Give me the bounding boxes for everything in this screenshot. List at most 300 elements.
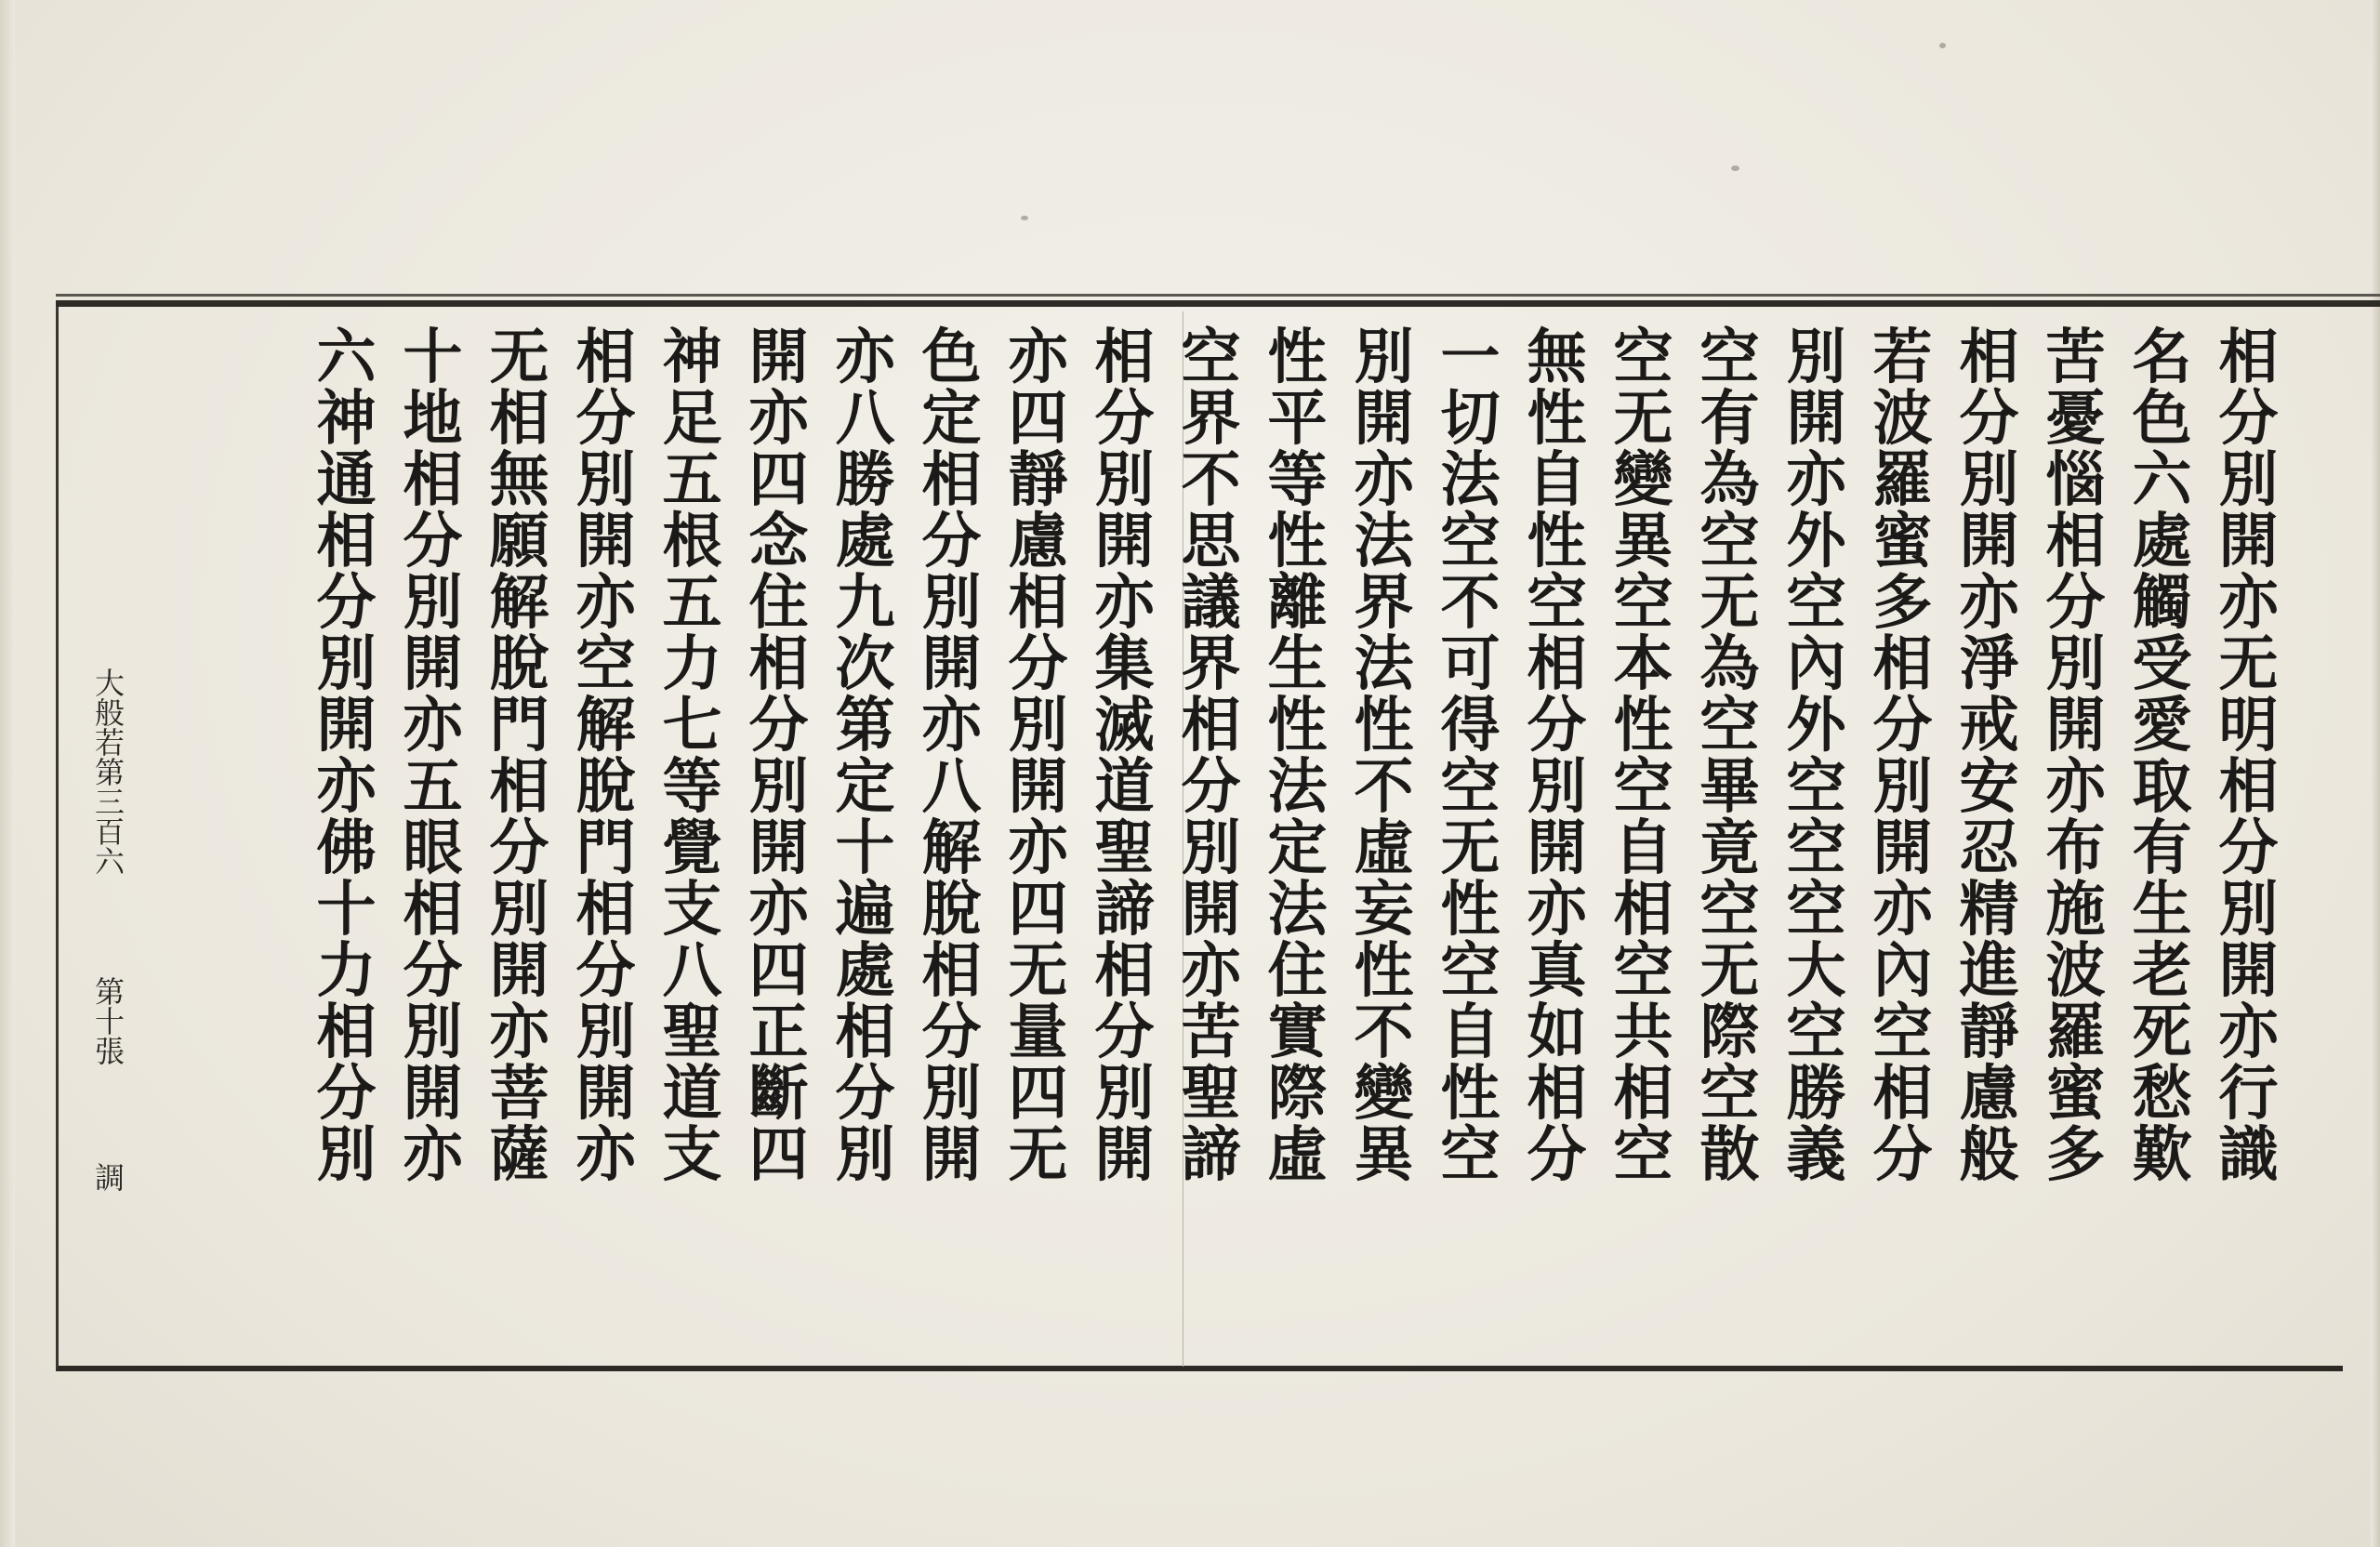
glyph: 如 — [1527, 998, 1587, 1067]
glyph: 七 — [662, 691, 722, 760]
glyph: 相 — [1613, 1059, 1673, 1129]
glyph: 不 — [1181, 445, 1241, 515]
glyph: 可 — [1440, 629, 1501, 699]
glyph: 為 — [1699, 629, 1760, 699]
glyph: 竟 — [1699, 813, 1760, 883]
ink-speck — [1731, 165, 1739, 171]
glyph: 相 — [1094, 936, 1155, 1006]
glyph: 神 — [662, 323, 722, 392]
glyph: 外 — [1786, 691, 1846, 760]
glyph: 別 — [1786, 323, 1846, 392]
text-column — [735, 323, 822, 1368]
glyph: 開 — [2045, 691, 2106, 760]
margin-page-number: 第十張 — [90, 976, 126, 1065]
glyph: 四 — [748, 1120, 809, 1190]
glyph: 空 — [1440, 752, 1501, 822]
glyph: 性 — [1267, 323, 1328, 392]
glyph: 處 — [835, 507, 895, 576]
glyph: 亦 — [403, 691, 463, 760]
text-columns — [303, 323, 2292, 1368]
glyph: 空 — [1699, 875, 1760, 945]
glyph: 生 — [2132, 875, 2192, 945]
glyph: 念 — [748, 507, 809, 576]
glyph: 空 — [1440, 507, 1501, 576]
glyph: 相 — [1613, 875, 1673, 945]
glyph: 別 — [921, 568, 982, 638]
glyph: 空 — [1699, 1059, 1760, 1129]
glyph: 若 — [1872, 323, 1933, 392]
glyph: 大 — [1786, 936, 1846, 1006]
glyph: 勝 — [835, 445, 895, 515]
glyph: 空 — [1786, 998, 1846, 1067]
glyph: 空 — [1786, 568, 1846, 638]
glyph: 波 — [1872, 384, 1933, 454]
glyph: 際 — [1699, 998, 1760, 1067]
glyph: 亦 — [1008, 323, 1068, 392]
glyph: 四 — [748, 936, 809, 1006]
glyph: 亦 — [1354, 445, 1414, 515]
glyph: 行 — [2218, 1059, 2279, 1129]
glyph: 別 — [2218, 875, 2279, 945]
glyph: 靜 — [1959, 998, 2019, 1067]
glyph: 異 — [1354, 1120, 1414, 1190]
glyph: 空 — [1699, 691, 1760, 760]
text-column — [1946, 323, 2032, 1368]
glyph: 明 — [2218, 691, 2279, 760]
glyph: 異 — [1613, 507, 1673, 576]
glyph: 處 — [2132, 507, 2192, 576]
glyph: 八 — [835, 384, 895, 454]
glyph: 住 — [748, 568, 809, 638]
glyph: 外 — [1786, 507, 1846, 576]
glyph: 願 — [489, 507, 549, 576]
glyph: 別 — [403, 568, 463, 638]
glyph: 開 — [403, 629, 463, 699]
glyph: 內 — [1872, 936, 1933, 1006]
glyph: 法 — [1267, 875, 1328, 945]
glyph: 開 — [403, 1059, 463, 1129]
glyph: 相 — [748, 629, 809, 699]
glyph: 惱 — [2045, 445, 2106, 515]
glyph: 性 — [1267, 691, 1328, 760]
glyph: 安 — [1959, 752, 2019, 822]
text-column — [649, 323, 735, 1368]
glyph: 不 — [1354, 752, 1414, 822]
glyph: 分 — [2218, 384, 2279, 454]
glyph: 切 — [1440, 384, 1501, 454]
glyph: 實 — [1267, 998, 1328, 1067]
glyph: 亦 — [1527, 875, 1587, 945]
glyph: 分 — [403, 507, 463, 576]
glyph: 亦 — [835, 323, 895, 392]
glyph: 空 — [575, 629, 636, 699]
glyph: 六 — [2132, 445, 2192, 515]
glyph: 不 — [1354, 998, 1414, 1067]
glyph: 畢 — [1699, 752, 1760, 822]
glyph: 開 — [1094, 1120, 1155, 1190]
glyph: 老 — [2132, 936, 2192, 1006]
glyph: 開 — [921, 1120, 982, 1190]
glyph: 相 — [1872, 1059, 1933, 1129]
glyph: 通 — [316, 445, 377, 515]
glyph: 亦 — [2045, 752, 2106, 822]
glyph: 開 — [1959, 507, 2019, 576]
glyph: 四 — [1008, 384, 1068, 454]
glyph: 脫 — [921, 875, 982, 945]
glyph: 思 — [1181, 507, 1241, 576]
glyph: 開 — [2218, 507, 2279, 576]
glyph: 分 — [575, 936, 636, 1006]
glyph: 聖 — [1094, 813, 1155, 883]
glyph: 別 — [1527, 752, 1587, 822]
glyph: 法 — [1354, 629, 1414, 699]
glyph: 開 — [575, 507, 636, 576]
glyph: 无 — [1613, 384, 1673, 454]
glyph: 羅 — [2045, 998, 2106, 1067]
glyph: 无 — [1008, 1120, 1068, 1190]
glyph: 門 — [489, 691, 549, 760]
glyph: 界 — [1354, 568, 1414, 638]
glyph: 分 — [748, 691, 809, 760]
glyph: 相 — [403, 445, 463, 515]
glyph: 量 — [1008, 998, 1068, 1067]
glyph: 相 — [575, 323, 636, 392]
glyph: 定 — [921, 384, 982, 454]
glyph: 性 — [1527, 384, 1587, 454]
text-column — [1168, 323, 1254, 1368]
glyph: 五 — [403, 752, 463, 822]
glyph: 不 — [1440, 568, 1501, 638]
glyph: 分 — [575, 384, 636, 454]
glyph: 相 — [921, 445, 982, 515]
glyph: 无 — [1699, 568, 1760, 638]
glyph: 蜜 — [2045, 1059, 2106, 1129]
glyph: 亦 — [1094, 568, 1155, 638]
glyph: 生 — [1267, 629, 1328, 699]
text-column — [562, 323, 649, 1368]
glyph: 八 — [921, 752, 982, 822]
glyph: 亦 — [575, 1120, 636, 1190]
glyph: 亦 — [1786, 445, 1846, 515]
margin-title: 大般若第三百六 — [90, 668, 126, 876]
glyph: 相 — [1181, 691, 1241, 760]
glyph: 次 — [835, 629, 895, 699]
glyph: 分 — [316, 1059, 377, 1129]
glyph: 空 — [1699, 507, 1760, 576]
glyph: 道 — [662, 1059, 722, 1129]
glyph: 開 — [1354, 384, 1414, 454]
glyph: 際 — [1267, 1059, 1328, 1129]
glyph: 空 — [1786, 813, 1846, 883]
glyph: 空 — [1181, 323, 1241, 392]
glyph: 別 — [1354, 323, 1414, 392]
glyph: 無 — [489, 445, 549, 515]
glyph: 空 — [1613, 936, 1673, 1006]
glyph: 諦 — [1094, 875, 1155, 945]
glyph: 相 — [835, 998, 895, 1067]
glyph: 脫 — [575, 752, 636, 822]
glyph: 无 — [2218, 629, 2279, 699]
glyph: 別 — [748, 752, 809, 822]
glyph: 別 — [316, 629, 377, 699]
glyph: 五 — [662, 568, 722, 638]
glyph: 精 — [1959, 875, 2019, 945]
glyph: 亦 — [2218, 568, 2279, 638]
glyph: 眼 — [403, 813, 463, 883]
glyph: 解 — [489, 568, 549, 638]
glyph: 相 — [1872, 629, 1933, 699]
text-column — [995, 323, 1081, 1368]
glyph: 戒 — [1959, 691, 2019, 760]
glyph: 開 — [748, 323, 809, 392]
text-column — [1859, 323, 1946, 1368]
glyph: 道 — [1094, 752, 1155, 822]
glyph: 亦 — [575, 568, 636, 638]
glyph: 薩 — [489, 1120, 549, 1190]
glyph: 分 — [1872, 691, 1933, 760]
glyph: 空 — [1699, 323, 1760, 392]
glyph: 般 — [1959, 1120, 2019, 1190]
glyph: 菩 — [489, 1059, 549, 1129]
glyph: 分 — [316, 568, 377, 638]
text-column — [908, 323, 995, 1368]
glyph: 多 — [2045, 1120, 2106, 1190]
glyph: 忍 — [1959, 813, 2019, 883]
glyph: 空 — [1613, 752, 1673, 822]
glyph: 有 — [1699, 384, 1760, 454]
glyph: 分 — [1959, 384, 2019, 454]
glyph: 分 — [921, 507, 982, 576]
glyph: 分 — [1527, 691, 1587, 760]
glyph: 性 — [1527, 507, 1587, 576]
glyph: 分 — [1094, 384, 1155, 454]
glyph: 遍 — [835, 875, 895, 945]
border-line-top — [56, 294, 2380, 297]
glyph: 開 — [1181, 875, 1241, 945]
glyph: 開 — [1008, 752, 1068, 822]
glyph: 十 — [835, 813, 895, 883]
text-column — [1341, 323, 1427, 1368]
glyph: 相 — [489, 752, 549, 822]
glyph: 慮 — [1959, 1059, 2019, 1129]
glyph: 別 — [1008, 691, 1068, 760]
glyph: 為 — [1699, 445, 1760, 515]
glyph: 淨 — [1959, 629, 2019, 699]
glyph: 憂 — [2045, 384, 2106, 454]
glyph: 亦 — [489, 998, 549, 1067]
glyph: 空 — [1872, 998, 1933, 1067]
glyph: 真 — [1527, 936, 1587, 1006]
glyph: 相 — [403, 875, 463, 945]
glyph: 別 — [316, 1120, 377, 1190]
glyph: 分 — [835, 1059, 895, 1129]
glyph: 別 — [921, 1059, 982, 1129]
glyph: 等 — [1267, 445, 1328, 515]
text-column — [390, 323, 476, 1368]
glyph: 分 — [2045, 568, 2106, 638]
glyph: 波 — [2045, 936, 2106, 1006]
glyph: 相 — [1527, 1059, 1587, 1129]
glyph: 觸 — [2132, 568, 2192, 638]
glyph: 相 — [316, 998, 377, 1067]
glyph: 性 — [1354, 691, 1414, 760]
glyph: 開 — [316, 691, 377, 760]
glyph: 靜 — [1008, 445, 1068, 515]
glyph: 名 — [2132, 323, 2192, 392]
glyph: 十 — [403, 323, 463, 392]
glyph: 地 — [403, 384, 463, 454]
glyph: 取 — [2132, 752, 2192, 822]
glyph: 相 — [1527, 629, 1587, 699]
glyph: 滅 — [1094, 691, 1155, 760]
glyph: 門 — [575, 813, 636, 883]
glyph: 九 — [835, 568, 895, 638]
glyph: 諦 — [1181, 1120, 1241, 1190]
glyph: 分 — [1527, 1120, 1587, 1190]
glyph: 支 — [662, 1120, 722, 1190]
glyph: 苦 — [2045, 323, 2106, 392]
glyph: 第 — [835, 691, 895, 760]
glyph: 无 — [1440, 813, 1501, 883]
ink-speck — [1939, 43, 1946, 48]
glyph: 佛 — [316, 813, 377, 883]
glyph: 性 — [1267, 507, 1328, 576]
glyph: 空 — [1613, 1120, 1673, 1190]
glyph: 根 — [662, 507, 722, 576]
glyph: 相 — [921, 936, 982, 1006]
text-column — [1773, 323, 1859, 1368]
glyph: 愛 — [2132, 691, 2192, 760]
text-column — [476, 323, 562, 1368]
glyph: 分 — [1008, 629, 1068, 699]
margin-mark: 調 — [90, 1162, 126, 1192]
text-column — [1600, 323, 1686, 1368]
glyph: 歎 — [2132, 1120, 2192, 1190]
text-column — [822, 323, 908, 1368]
glyph: 分 — [403, 936, 463, 1006]
glyph: 別 — [575, 998, 636, 1067]
text-column — [2032, 323, 2119, 1368]
glyph: 法 — [1267, 752, 1328, 822]
glyph: 處 — [835, 936, 895, 1006]
glyph: 分 — [2218, 813, 2279, 883]
glyph: 開 — [1527, 813, 1587, 883]
glyph: 分 — [1094, 998, 1155, 1067]
text-column — [1427, 323, 1514, 1368]
glyph: 色 — [2132, 384, 2192, 454]
glyph: 無 — [1527, 323, 1587, 392]
glyph: 開 — [1872, 813, 1933, 883]
glyph: 色 — [921, 323, 982, 392]
glyph: 法 — [1354, 507, 1414, 576]
page-fold-left — [0, 0, 15, 1547]
glyph: 相 — [1094, 323, 1155, 392]
glyph: 定 — [835, 752, 895, 822]
glyph: 解 — [921, 813, 982, 883]
glyph: 別 — [1094, 1059, 1155, 1129]
glyph: 亦 — [2218, 998, 2279, 1067]
glyph: 多 — [1872, 568, 1933, 638]
glyph: 无 — [1699, 936, 1760, 1006]
glyph: 有 — [2132, 813, 2192, 883]
glyph: 蜜 — [1872, 507, 1933, 576]
glyph: 亦 — [1181, 936, 1241, 1006]
glyph: 受 — [2132, 629, 2192, 699]
glyph: 本 — [1613, 629, 1673, 699]
glyph: 聖 — [1181, 1059, 1241, 1129]
glyph: 虛 — [1354, 813, 1414, 883]
glyph: 別 — [2218, 445, 2279, 515]
glyph: 平 — [1267, 384, 1328, 454]
glyph: 妄 — [1354, 875, 1414, 945]
glyph: 性 — [1613, 691, 1673, 760]
glyph: 苦 — [1181, 998, 1241, 1067]
page-fold-right — [2371, 0, 2380, 1547]
glyph: 亦 — [403, 1120, 463, 1190]
text-column — [1081, 323, 1168, 1368]
glyph: 聖 — [662, 998, 722, 1067]
glyph: 亦 — [748, 875, 809, 945]
glyph: 相 — [1008, 568, 1068, 638]
glyph: 相 — [2218, 323, 2279, 392]
glyph: 進 — [1959, 936, 2019, 1006]
glyph: 六 — [316, 323, 377, 392]
glyph: 別 — [1959, 445, 2019, 515]
glyph: 別 — [403, 998, 463, 1067]
glyph: 界 — [1181, 384, 1241, 454]
glyph: 羅 — [1872, 445, 1933, 515]
glyph: 脫 — [489, 629, 549, 699]
text-column — [2205, 323, 2292, 1368]
glyph: 別 — [2045, 629, 2106, 699]
glyph: 得 — [1440, 691, 1501, 760]
glyph: 自 — [1440, 998, 1501, 1067]
glyph: 法 — [1440, 445, 1501, 515]
glyph: 分 — [489, 813, 549, 883]
text-column — [1254, 323, 1341, 1368]
text-column — [303, 323, 390, 1368]
glyph: 離 — [1267, 568, 1328, 638]
glyph: 別 — [575, 445, 636, 515]
glyph: 支 — [662, 875, 722, 945]
glyph: 死 — [2132, 998, 2192, 1067]
glyph: 空 — [1440, 936, 1501, 1006]
glyph: 正 — [748, 998, 809, 1067]
glyph: 亦 — [1959, 568, 2019, 638]
glyph: 无 — [1008, 936, 1068, 1006]
glyph: 相 — [2218, 752, 2279, 822]
text-column — [2119, 323, 2205, 1368]
glyph: 四 — [748, 445, 809, 515]
glyph: 虛 — [1267, 1120, 1328, 1190]
glyph: 布 — [2045, 813, 2106, 883]
glyph: 別 — [1094, 445, 1155, 515]
glyph: 散 — [1699, 1120, 1760, 1190]
glyph: 別 — [1181, 813, 1241, 883]
glyph: 內 — [1786, 629, 1846, 699]
glyph: 性 — [1354, 936, 1414, 1006]
glyph: 住 — [1267, 936, 1328, 1006]
glyph: 五 — [662, 445, 722, 515]
glyph: 相 — [575, 875, 636, 945]
glyph: 力 — [662, 629, 722, 699]
glyph: 亦 — [748, 384, 809, 454]
glyph: 自 — [1613, 813, 1673, 883]
glyph: 足 — [662, 384, 722, 454]
glyph: 空 — [1786, 875, 1846, 945]
glyph: 界 — [1181, 629, 1241, 699]
glyph: 別 — [835, 1120, 895, 1190]
